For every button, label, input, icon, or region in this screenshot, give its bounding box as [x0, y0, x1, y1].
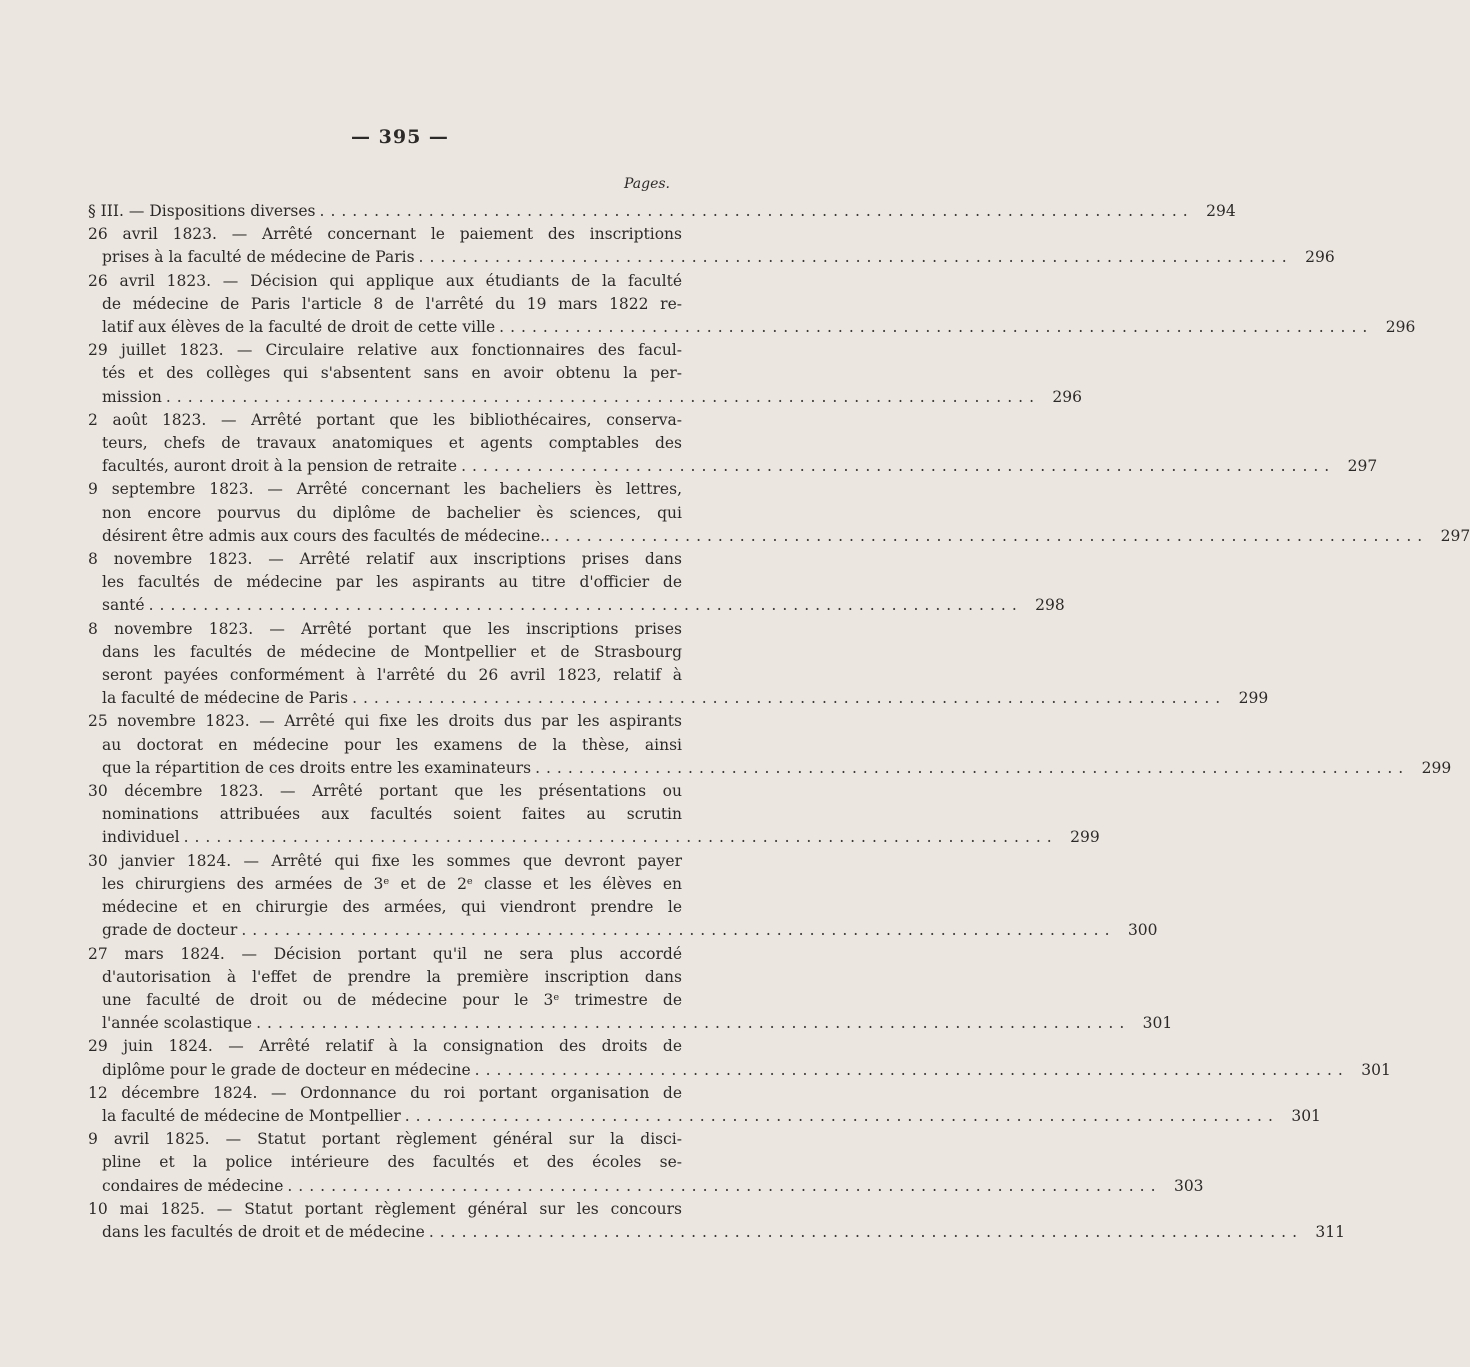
dot-leader: ................................................................................	[319, 202, 1194, 220]
toc-page-number: 301	[1291, 1106, 1321, 1125]
toc-entry-text: 10 mai 1825. — Statut portant règlement général sur les concours	[88, 1199, 682, 1218]
toc-page-number: 297	[1440, 526, 1470, 545]
toc-page-number: 300	[1127, 921, 1158, 940]
toc-entry-text: pline et la police intérieure des facultés et des écoles se-	[102, 1153, 682, 1172]
toc-entry-line	[88, 1151, 682, 1174]
dot-leader: ................................................................................	[474, 1060, 1349, 1079]
toc-entry-line	[88, 710, 682, 733]
toc-entry	[88, 200, 1236, 223]
toc-page-number: 296	[1052, 387, 1083, 406]
toc-entry-line	[88, 200, 1236, 223]
dot-leader: ................................................................................	[241, 921, 1116, 940]
toc-entry-line	[88, 989, 682, 1012]
page-number-header: — 395 —	[351, 126, 449, 148]
toc-entry-line	[88, 1128, 682, 1151]
toc-entry-line	[88, 316, 1416, 339]
toc-entry	[88, 548, 1065, 618]
toc-entry-text: dans les facultés de médecine de Montpellier et de Strasbourg	[102, 642, 682, 661]
toc-entry-text: 9 avril 1825. — Statut portant règlement général sur la disci-	[88, 1130, 682, 1149]
toc-entry-text: la faculté de médecine de Montpellier	[102, 1106, 401, 1125]
toc-entry-text: 29 juillet 1823. — Circulaire relative aux fonctionnaires des facul-	[88, 341, 682, 360]
toc-entry-line	[88, 873, 682, 896]
toc-entry-text: grade de docteur	[102, 921, 238, 940]
toc-page-number: 298	[1035, 596, 1065, 615]
toc-entry	[88, 409, 1378, 479]
dot-leader: ................................................................................	[256, 1014, 1131, 1033]
toc-entry-text: individuel	[102, 828, 180, 847]
toc-entry-line	[88, 409, 682, 432]
dot-leader: ................................................................................	[554, 526, 1429, 545]
toc-entry	[88, 1082, 1321, 1128]
toc-entry-text: 25 novembre 1823. — Arrêté qui fixe les droits dus par les aspirants	[88, 712, 682, 731]
toc-page-number: 301	[1142, 1014, 1173, 1033]
toc-page-number: 303	[1173, 1176, 1204, 1195]
toc-page-number: 297	[1347, 457, 1378, 476]
table-of-contents	[88, 200, 1470, 1244]
toc-entry-line	[88, 293, 682, 316]
toc-entry-line	[88, 826, 1100, 849]
toc-entry-line	[88, 1105, 1321, 1128]
toc-entry-text: teurs, chefs de travaux anatomiques et agents comptables des	[102, 434, 682, 453]
toc-entry-line	[88, 780, 682, 803]
toc-entry-text: une faculté de droit ou de médecine pour le 3ᵉ trimestre de	[102, 990, 682, 1009]
toc-entry-text: diplôme pour le grade de docteur en médecine	[102, 1060, 471, 1079]
toc-entry-line	[88, 339, 682, 362]
toc-entry-line	[88, 246, 1335, 269]
toc-entry-line	[88, 1059, 1391, 1082]
toc-entry-line	[88, 548, 682, 571]
dot-leader: ................................................................................	[428, 1222, 1304, 1241]
dot-leader: ................................................................................	[287, 1176, 1162, 1195]
toc-page-number: 299	[1421, 758, 1452, 777]
toc-entry-line	[88, 1082, 682, 1105]
toc-entry-line	[88, 943, 682, 966]
toc-entry-line	[88, 803, 682, 826]
toc-entry-text: nominations attribuées aux facultés soient faites au scrutin	[102, 805, 682, 824]
toc-entry-text: 8 novembre 1823. — Arrêté relatif aux inscriptions prises dans	[88, 550, 682, 569]
toc-entry-text: condaires de médecine	[102, 1176, 284, 1195]
toc-entry-line	[88, 1012, 1173, 1035]
toc-entry-line	[88, 919, 1158, 942]
toc-entry-text: que la répartition de ces droits entre les examinateurs	[102, 758, 532, 777]
toc-page-number: 296	[1385, 318, 1416, 337]
toc-entry	[88, 943, 1173, 1036]
toc-entry-text: l'année scolastique	[102, 1014, 253, 1033]
toc-entry-text: facultés, auront droit à la pension de retraite	[102, 457, 458, 476]
toc-entry-text: 29 juin 1824. — Arrêté relatif à la consignation des droits de	[88, 1037, 682, 1056]
toc-entry-text: mission	[102, 387, 162, 406]
toc-entry-text: 30 décembre 1823. — Arrêté portant que les présentations ou	[88, 782, 682, 801]
pages-column-label: Pages.	[623, 176, 670, 192]
dot-leader: ................................................................................	[499, 318, 1374, 337]
toc-entry-line	[88, 525, 1470, 548]
toc-entry-text: médecine et en chirurgie des armées, qui viendront prendre le	[102, 898, 682, 917]
toc-entry-text: 2 août 1823. — Arrêté portant que les bibliothécaires, conserva-	[88, 410, 682, 429]
toc-entry-line	[88, 502, 682, 525]
toc-page-number: 311	[1315, 1222, 1346, 1241]
toc-entry-text: les facultés de médecine par les aspirants au titre d'officier de	[102, 573, 682, 592]
toc-entry-text: latif aux élèves de la faculté de droit de cette ville	[102, 318, 496, 337]
dot-leader: ................................................................................	[148, 596, 1023, 615]
toc-entry-text: de médecine de Paris l'article 8 de l'arrêté du 19 mars 1822 re-	[102, 294, 682, 313]
dot-leader: ................................................................................	[404, 1106, 1279, 1125]
toc-entry-line	[88, 478, 682, 501]
toc-entry-line	[88, 687, 1269, 710]
toc-entry-line	[88, 1035, 682, 1058]
toc-entry-line	[88, 270, 682, 293]
toc-entry-line	[88, 618, 682, 641]
toc-entry-text: 8 novembre 1823. — Arrêté portant que les inscriptions prises	[88, 619, 682, 638]
toc-entry-line	[88, 734, 682, 757]
toc-entry	[88, 1198, 1346, 1244]
toc-entry-line	[88, 641, 682, 664]
toc-page-number: 296	[1305, 248, 1335, 267]
toc-entry-text: § III. — Dispositions diverses	[88, 202, 316, 220]
toc-entry-line	[88, 362, 682, 385]
toc-entry-text: santé	[102, 596, 145, 615]
toc-entry-text: tés et des collèges qui s'absentent sans en avoir obtenu la per-	[102, 364, 682, 383]
toc-page-number: 294	[1206, 202, 1236, 220]
toc-entry	[88, 270, 1416, 340]
toc-entry-line	[88, 455, 1378, 478]
toc-entry-text: la faculté de médecine de Paris	[102, 689, 349, 708]
toc-entry-text: seront payées conformément à l'arrêté du 26 avril 1823, relatif à	[102, 666, 682, 685]
dot-leader: ................................................................................	[535, 758, 1410, 777]
toc-entry-text: prises à la faculté de médecine de Paris	[102, 248, 415, 267]
toc-entry-line	[88, 896, 682, 919]
toc-entry-text: 27 mars 1824. — Décision portant qu'il ne sera plus accordé	[88, 944, 682, 963]
toc-entry-text: les chirurgiens des armées de 3ᵉ et de 2ᵉ classe et les élèves en	[102, 874, 682, 893]
toc-entry-text: 26 avril 1823. — Décision qui applique aux étudiants de la faculté	[88, 271, 682, 290]
toc-entry-text: au doctorat en médecine pour les examens de la thèse, ainsi	[102, 735, 682, 754]
toc-entry	[88, 1035, 1391, 1081]
dot-leader: ................................................................................	[165, 387, 1041, 406]
toc-entry	[88, 478, 1470, 548]
toc-page-number: 299	[1070, 828, 1100, 847]
toc-entry-line	[88, 664, 682, 687]
toc-entry-line	[88, 1175, 1204, 1198]
toc-entry-text: dans les facultés de droit et de médecine	[102, 1222, 425, 1241]
toc-entry-text: non encore pourvus du diplôme de bachelier ès sciences, qui	[102, 503, 682, 522]
toc-entry	[88, 780, 1100, 850]
toc-entry-line	[88, 757, 1452, 780]
toc-entry	[88, 339, 1083, 409]
toc-entry-text: désirent être admis aux cours des facultés de médecine..	[102, 526, 551, 545]
toc-entry-line	[88, 571, 682, 594]
toc-entry-text: 26 avril 1823. — Arrêté concernant le paiement des inscriptions	[88, 225, 682, 244]
toc-page-number: 301	[1361, 1060, 1391, 1079]
toc-entry-text: 12 décembre 1824. — Ordonnance du roi portant organisation de	[88, 1083, 682, 1102]
toc-entry-line	[88, 386, 1083, 409]
dot-leader: ................................................................................	[461, 457, 1336, 476]
dot-leader: ................................................................................	[183, 828, 1058, 847]
toc-entry	[88, 223, 1335, 269]
toc-entry-line	[88, 223, 682, 246]
toc-entry-line	[88, 850, 682, 873]
toc-entry-text: d'autorisation à l'effet de prendre la première inscription dans	[102, 967, 682, 986]
toc-entry	[88, 618, 1269, 711]
toc-entry-line	[88, 594, 1065, 617]
toc-entry	[88, 1128, 1204, 1198]
toc-entry-line	[88, 432, 682, 455]
toc-entry-text: 30 janvier 1824. — Arrêté qui fixe les sommes que devront payer	[88, 851, 682, 870]
toc-page-number: 299	[1238, 689, 1269, 708]
toc-entry	[88, 850, 1158, 943]
toc-entry-line	[88, 1221, 1346, 1244]
toc-entry-line	[88, 1198, 682, 1221]
dot-leader: ................................................................................	[418, 248, 1293, 267]
toc-entry	[88, 710, 1452, 780]
toc-entry-text: 9 septembre 1823. — Arrêté concernant les bacheliers ès lettres,	[88, 480, 682, 499]
dot-leader: ................................................................................	[352, 689, 1227, 708]
toc-entry-line	[88, 966, 682, 989]
